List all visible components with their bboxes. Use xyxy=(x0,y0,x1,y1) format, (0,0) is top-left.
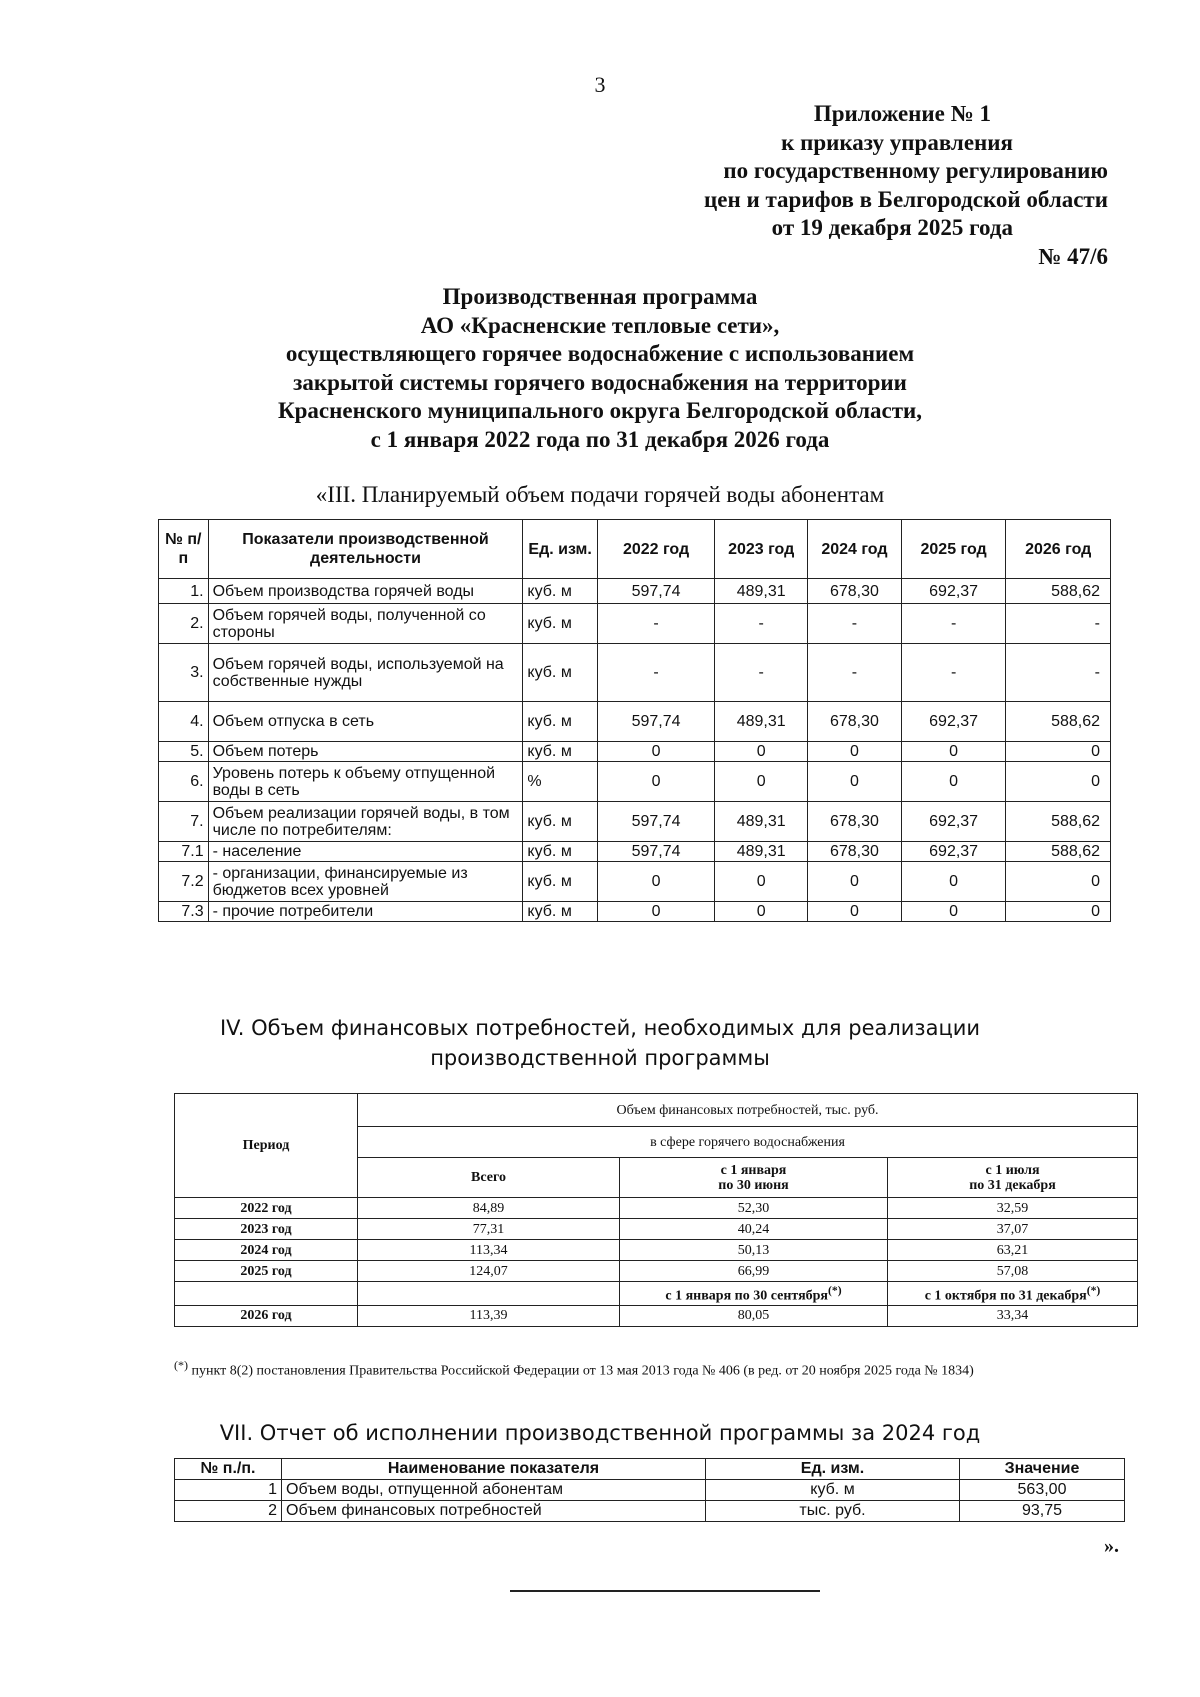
table-row xyxy=(159,862,1111,902)
total-cell: 84,89 xyxy=(358,1198,620,1219)
value-cell: 588,62 xyxy=(1006,579,1111,604)
table-row xyxy=(159,902,1111,922)
value-cell: 588,62 xyxy=(1006,842,1111,862)
value-cell: 0 xyxy=(1006,742,1111,762)
value-cell: 597,74 xyxy=(597,802,715,842)
value-cell: 597,74 xyxy=(597,702,715,742)
indicator-name-cell: Объем производства горячей воды xyxy=(208,579,523,604)
unit-cell: % xyxy=(523,762,597,802)
appendix-line: № 47/6 xyxy=(1038,243,1108,269)
table-row xyxy=(159,579,1111,604)
unit-cell: куб. м xyxy=(523,842,597,862)
row-number-cell: 6. xyxy=(159,762,209,802)
second-period-cell: 33,34 xyxy=(888,1305,1138,1326)
row-number-cell: 2. xyxy=(159,604,209,644)
year-cell: 2023 год xyxy=(175,1219,358,1240)
value-cell: 0 xyxy=(1006,862,1111,902)
column-header: Наименование показателя xyxy=(282,1459,706,1480)
value-cell: - xyxy=(808,604,902,644)
page-number: 3 xyxy=(594,72,606,97)
column-header: 2022 год xyxy=(597,520,715,579)
second-period-cell: 37,07 xyxy=(888,1219,1138,1240)
header-line: с 1 июля xyxy=(985,1162,1040,1178)
row-2026 xyxy=(175,1305,1138,1326)
appendix-header xyxy=(704,100,1108,271)
value-cell: 0 xyxy=(597,862,715,902)
table-row xyxy=(175,1480,1125,1501)
indicator-name-cell: - прочие потребители xyxy=(208,902,523,922)
year-cell: 2026 год xyxy=(175,1305,358,1326)
column-header: 2024 год xyxy=(808,520,902,579)
value-cell: 597,74 xyxy=(597,579,715,604)
value-cell: 0 xyxy=(1006,902,1111,922)
total-cell: 124,07 xyxy=(358,1261,620,1282)
header-line: с 1 января xyxy=(720,1162,787,1178)
divider-line xyxy=(510,1590,820,1592)
hot-water-header: в сфере горячего водоснабжения xyxy=(358,1127,1138,1158)
heading-line: производственной программы xyxy=(430,1046,770,1070)
second-period-cell: 32,59 xyxy=(888,1198,1138,1219)
first-period-cell: 52,30 xyxy=(620,1198,888,1219)
value-cell: - xyxy=(901,644,1006,702)
section-3-heading: «III. Планируемый объем подачи горячей воды абонентам xyxy=(315,482,885,507)
planned-volume-table xyxy=(158,519,1111,922)
table-row xyxy=(175,1501,1125,1522)
value-cell: 692,37 xyxy=(901,842,1006,862)
indicator-name-cell: Объем реализации горячей воды, в том числе по потребителям: xyxy=(208,802,523,842)
financial-header: Объем финансовых потребностей, тыс. руб. xyxy=(358,1094,1138,1127)
value-cell: 93,75 xyxy=(960,1501,1125,1522)
split-label: с 1 января по 30 сентября xyxy=(665,1288,829,1304)
footnote-mark: (*) xyxy=(1086,1284,1101,1297)
second-period-cell: 63,21 xyxy=(888,1240,1138,1261)
title-line: Красненского муниципального округа Белгородской области, xyxy=(277,398,923,423)
value-cell: - xyxy=(715,604,808,644)
value-cell: 588,62 xyxy=(1006,802,1111,842)
unit-cell: куб. м xyxy=(523,742,597,762)
unit-cell: куб. м xyxy=(523,802,597,842)
row-number-cell: 7. xyxy=(159,802,209,842)
closing-quote: ». xyxy=(1104,1535,1119,1557)
unit-cell: куб. м xyxy=(523,579,597,604)
row-number-cell: 2 xyxy=(175,1501,282,1522)
title-line: с 1 января 2022 года по 31 декабря 2026 года xyxy=(370,426,830,452)
footnote-mark: (*) xyxy=(828,1284,842,1297)
table-row xyxy=(175,1261,1138,1282)
report-table xyxy=(174,1458,1125,1522)
row-number-cell: 5. xyxy=(159,742,209,762)
total-cell: 113,39 xyxy=(358,1305,620,1326)
indicator-name-cell: Объем потерь xyxy=(208,742,523,762)
value-cell: 563,00 xyxy=(960,1480,1125,1501)
value-cell: 692,37 xyxy=(901,579,1006,604)
table-row xyxy=(159,644,1111,702)
indicator-name-cell: - население xyxy=(208,842,523,862)
value-cell: 692,37 xyxy=(901,802,1006,842)
appendix-line: к приказу управления xyxy=(781,129,1013,155)
appendix-line: по государственному регулированию xyxy=(723,158,1108,183)
table-row xyxy=(175,1198,1138,1219)
year-cell: 2022 год xyxy=(175,1198,358,1219)
title-line: Производственная программа xyxy=(442,284,758,309)
first-half-header xyxy=(620,1158,888,1198)
value-cell: 0 xyxy=(808,762,902,802)
footnote-text: пункт 8(2) постановления Правительства Российской Федерации от 13 мая 2013 года № 406 (в ред. от 20 ноября 2025 года № 1834) xyxy=(191,1363,974,1379)
value-cell: 678,30 xyxy=(808,702,902,742)
second-half-header xyxy=(888,1158,1138,1198)
value-cell: - xyxy=(715,644,808,702)
first-period-cell: 66,99 xyxy=(620,1261,888,1282)
value-cell: 0 xyxy=(715,742,808,762)
empty-cell xyxy=(358,1282,620,1306)
unit-cell: куб. м xyxy=(523,862,597,902)
value-cell: - xyxy=(597,604,715,644)
unit-cell: тыс. руб. xyxy=(706,1501,960,1522)
value-cell: 0 xyxy=(901,862,1006,902)
value-cell: 0 xyxy=(808,862,902,902)
row-number-cell: 4. xyxy=(159,702,209,742)
table-row xyxy=(159,702,1111,742)
table-row xyxy=(175,1240,1138,1261)
table-row xyxy=(175,1219,1138,1240)
section-7-heading: VII. Отчет об исполнении производственной программы за 2024 год xyxy=(219,1421,981,1445)
indicator-name-cell: Объем финансовых потребностей xyxy=(282,1501,706,1522)
value-cell: - xyxy=(1006,644,1111,702)
title-line: закрытой системы горячего водоснабжения на территории xyxy=(293,369,907,395)
period-header: Период xyxy=(175,1094,358,1198)
split-2026-row xyxy=(175,1282,1138,1306)
total-cell: 77,31 xyxy=(358,1219,620,1240)
indicator-name-cell: Объем горячей воды, используемой на собственные нужды xyxy=(208,644,523,702)
split-label: с 1 октября по 31 декабря xyxy=(924,1288,1087,1304)
total-cell: 113,34 xyxy=(358,1240,620,1261)
title-line: АО «Красненские тепловые сети», xyxy=(420,312,780,338)
value-cell: - xyxy=(597,644,715,702)
value-cell: 0 xyxy=(901,902,1006,922)
empty-cell xyxy=(175,1282,358,1306)
unit-cell: куб. м xyxy=(523,702,597,742)
column-header: 2026 год xyxy=(1006,520,1111,579)
column-header: № п./п. xyxy=(175,1459,282,1480)
first-period-cell: 50,13 xyxy=(620,1240,888,1261)
table-row xyxy=(159,742,1111,762)
indicator-name-cell: Объем воды, отпущенной абонентам xyxy=(282,1480,706,1501)
value-cell: 692,37 xyxy=(901,702,1006,742)
unit-cell: куб. м xyxy=(523,604,597,644)
column-header: Ед. изм. xyxy=(523,520,597,579)
value-cell: 0 xyxy=(808,742,902,762)
split-2026-first xyxy=(620,1282,888,1306)
row-number-cell: 3. xyxy=(159,644,209,702)
column-header: Значение xyxy=(960,1459,1125,1480)
column-header: Ед. изм. xyxy=(706,1459,960,1480)
unit-cell: куб. м xyxy=(523,644,597,702)
value-cell: - xyxy=(1006,604,1111,644)
indicator-name-cell: Объем отпуска в сеть xyxy=(208,702,523,742)
value-cell: 588,62 xyxy=(1006,702,1111,742)
section-4-heading xyxy=(180,1013,1020,1073)
table-row xyxy=(159,802,1111,842)
financial-needs-table xyxy=(174,1093,1138,1327)
value-cell: 0 xyxy=(715,862,808,902)
split-2026-second xyxy=(888,1282,1138,1306)
value-cell: 0 xyxy=(1006,762,1111,802)
table-row xyxy=(159,842,1111,862)
heading-line: IV. Объем финансовых потребностей, необходимых для реализации xyxy=(219,1016,981,1040)
table-header-row xyxy=(175,1459,1125,1480)
year-cell: 2024 год xyxy=(175,1240,358,1261)
value-cell: 0 xyxy=(715,902,808,922)
first-period-cell: 80,05 xyxy=(620,1305,888,1326)
footnote-mark: (*) xyxy=(174,1358,188,1372)
unit-cell: куб. м xyxy=(706,1480,960,1501)
value-cell: 0 xyxy=(715,762,808,802)
title-line: осуществляющего горячее водоснабжение с использованием xyxy=(285,341,915,366)
value-cell: 0 xyxy=(597,742,715,762)
header-line: по 31 декабря xyxy=(969,1177,1056,1193)
value-cell: 489,31 xyxy=(715,702,808,742)
unit-cell: куб. м xyxy=(523,902,597,922)
footnote xyxy=(174,1356,1137,1381)
column-header: № п/п xyxy=(159,520,209,579)
first-period-cell: 40,24 xyxy=(620,1219,888,1240)
second-period-cell: 57,08 xyxy=(888,1261,1138,1282)
value-cell: 0 xyxy=(808,902,902,922)
value-cell: 0 xyxy=(597,762,715,802)
value-cell: 597,74 xyxy=(597,842,715,862)
value-cell: - xyxy=(808,644,902,702)
column-header: 2025 год xyxy=(901,520,1006,579)
value-cell: 678,30 xyxy=(808,579,902,604)
value-cell: 0 xyxy=(597,902,715,922)
value-cell: 489,31 xyxy=(715,802,808,842)
value-cell: 0 xyxy=(901,742,1006,762)
value-cell: 489,31 xyxy=(715,579,808,604)
document-title xyxy=(180,283,1020,454)
indicator-name-cell: Объем горячей воды, полученной со стороны xyxy=(208,604,523,644)
appendix-line: от 19 декабря 2025 года xyxy=(771,215,1013,240)
appendix-line: цен и тарифов в Белгородской области xyxy=(704,186,1108,212)
header-line: по 30 июня xyxy=(718,1177,789,1193)
value-cell: 489,31 xyxy=(715,842,808,862)
row-number-cell: 1 xyxy=(175,1480,282,1501)
year-cell: 2025 год xyxy=(175,1261,358,1282)
appendix-line: Приложение № 1 xyxy=(813,101,991,126)
indicator-name-cell: - организации, финансируемые из бюджетов всех уровней xyxy=(208,862,523,902)
value-cell: 678,30 xyxy=(808,842,902,862)
value-cell: 678,30 xyxy=(808,802,902,842)
row-number-cell: 7.1 xyxy=(159,842,209,862)
table-row xyxy=(159,604,1111,644)
value-cell: - xyxy=(901,604,1006,644)
column-header: Показатели производственной деятельности xyxy=(208,520,523,579)
indicator-name-cell: Уровень потерь к объему отпущенной воды в сеть xyxy=(208,762,523,802)
total-header: Всего xyxy=(358,1158,620,1198)
table-row xyxy=(159,762,1111,802)
row-number-cell: 1. xyxy=(159,579,209,604)
column-header: 2023 год xyxy=(715,520,808,579)
row-number-cell: 7.3 xyxy=(159,902,209,922)
row-number-cell: 7.2 xyxy=(159,862,209,902)
value-cell: 0 xyxy=(901,762,1006,802)
table-header-row xyxy=(159,520,1111,579)
